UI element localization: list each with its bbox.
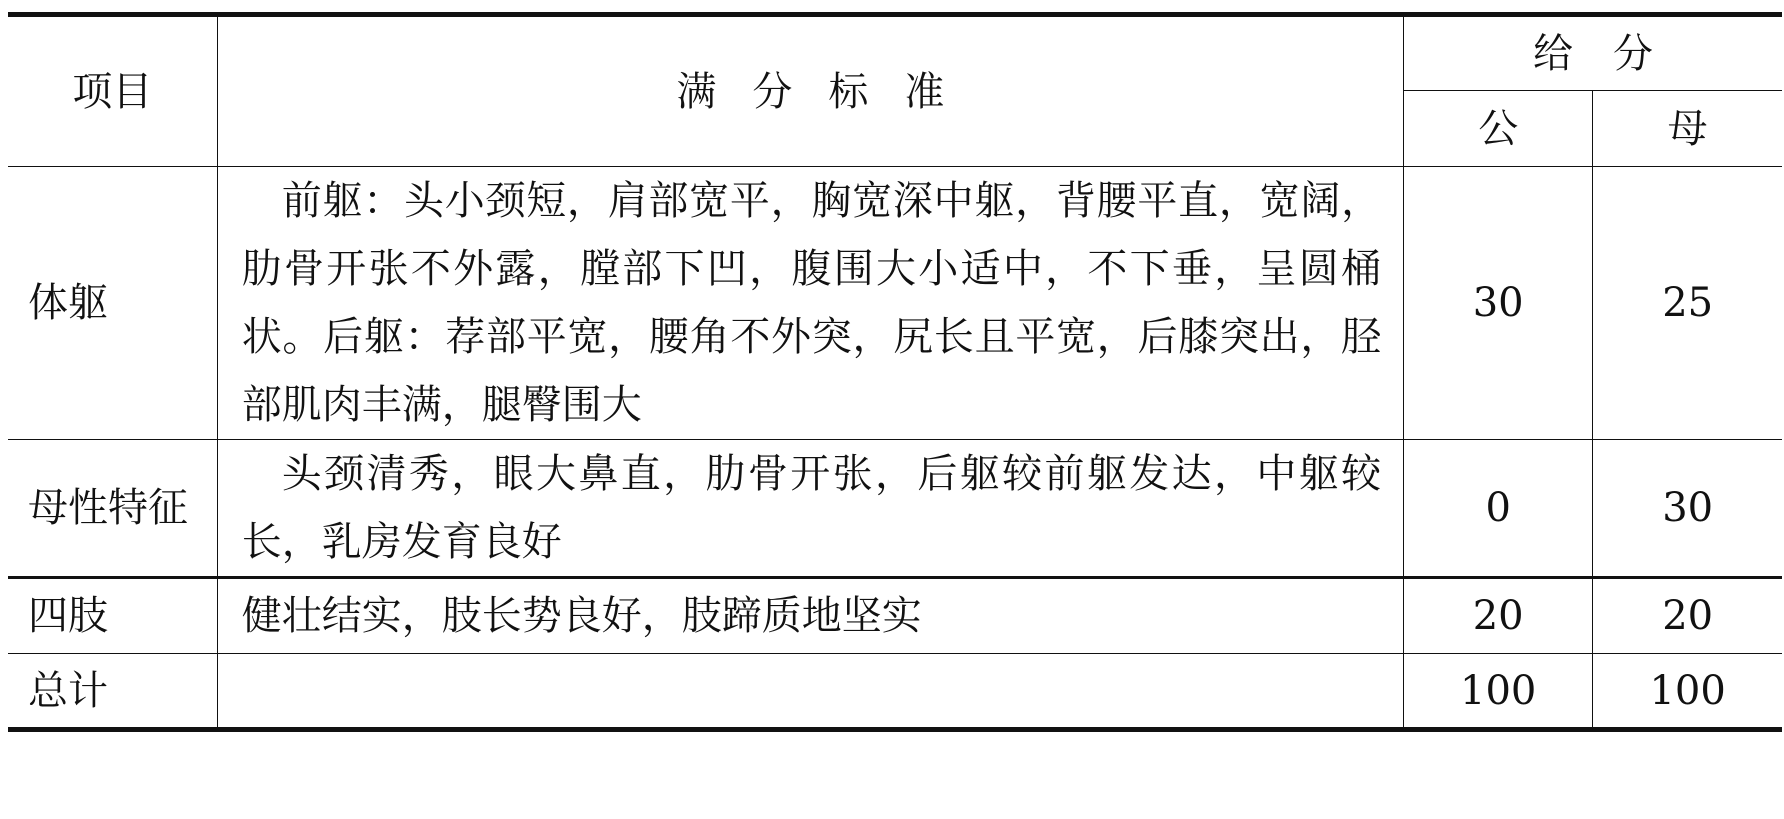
row-item: 体躯 — [8, 167, 217, 440]
scoring-table — [8, 12, 1782, 732]
row-standard — [217, 654, 1403, 730]
header-score: 给分 — [1404, 15, 1782, 91]
row-male-score: 20 — [1404, 578, 1593, 654]
row-male-score: 100 — [1404, 654, 1593, 730]
table-row — [8, 440, 1782, 578]
table-row — [8, 578, 1782, 654]
header-item: 项目 — [72, 68, 153, 115]
row-item: 总计 — [8, 654, 217, 730]
header-row-1 — [8, 15, 1782, 91]
row-male-score: 30 — [1404, 167, 1593, 440]
row-female-score: 100 — [1593, 654, 1782, 730]
table-row — [8, 167, 1782, 440]
row-female-score: 20 — [1593, 578, 1782, 654]
header-standard: 满分标准 — [217, 15, 1403, 167]
table-row — [8, 654, 1782, 730]
row-male-score: 0 — [1404, 440, 1593, 578]
row-standard — [217, 167, 1403, 440]
row-item: 四肢 — [8, 578, 217, 654]
row-item: 母性特征 — [8, 440, 217, 578]
row-standard-text: 头颈清秀，眼大鼻直，肋骨开张，后躯较前躯发达，中躯较长，乳房发育良好 — [241, 451, 1382, 565]
row-female-score: 30 — [1593, 440, 1782, 578]
header-female: 母 — [1593, 91, 1782, 167]
row-standard-text: 健壮结实，肢长势良好，肢蹄质地坚实 — [241, 593, 922, 639]
row-standard — [217, 440, 1403, 578]
row-standard-text: 前躯：头小颈短，肩部宽平，胸宽深中躯，背腰平直，宽阔，肋骨开张不外露，膛部下凹，腹围大小适中，不下垂，呈圆桶状。后躯：荐部平宽，腰角不外突，尻长且平宽，后膝突出，胫部肌肉丰满，腿臀围大 — [241, 178, 1382, 428]
row-standard — [217, 578, 1403, 654]
row-female-score: 25 — [1593, 167, 1782, 440]
header-male: 公 — [1404, 91, 1593, 167]
